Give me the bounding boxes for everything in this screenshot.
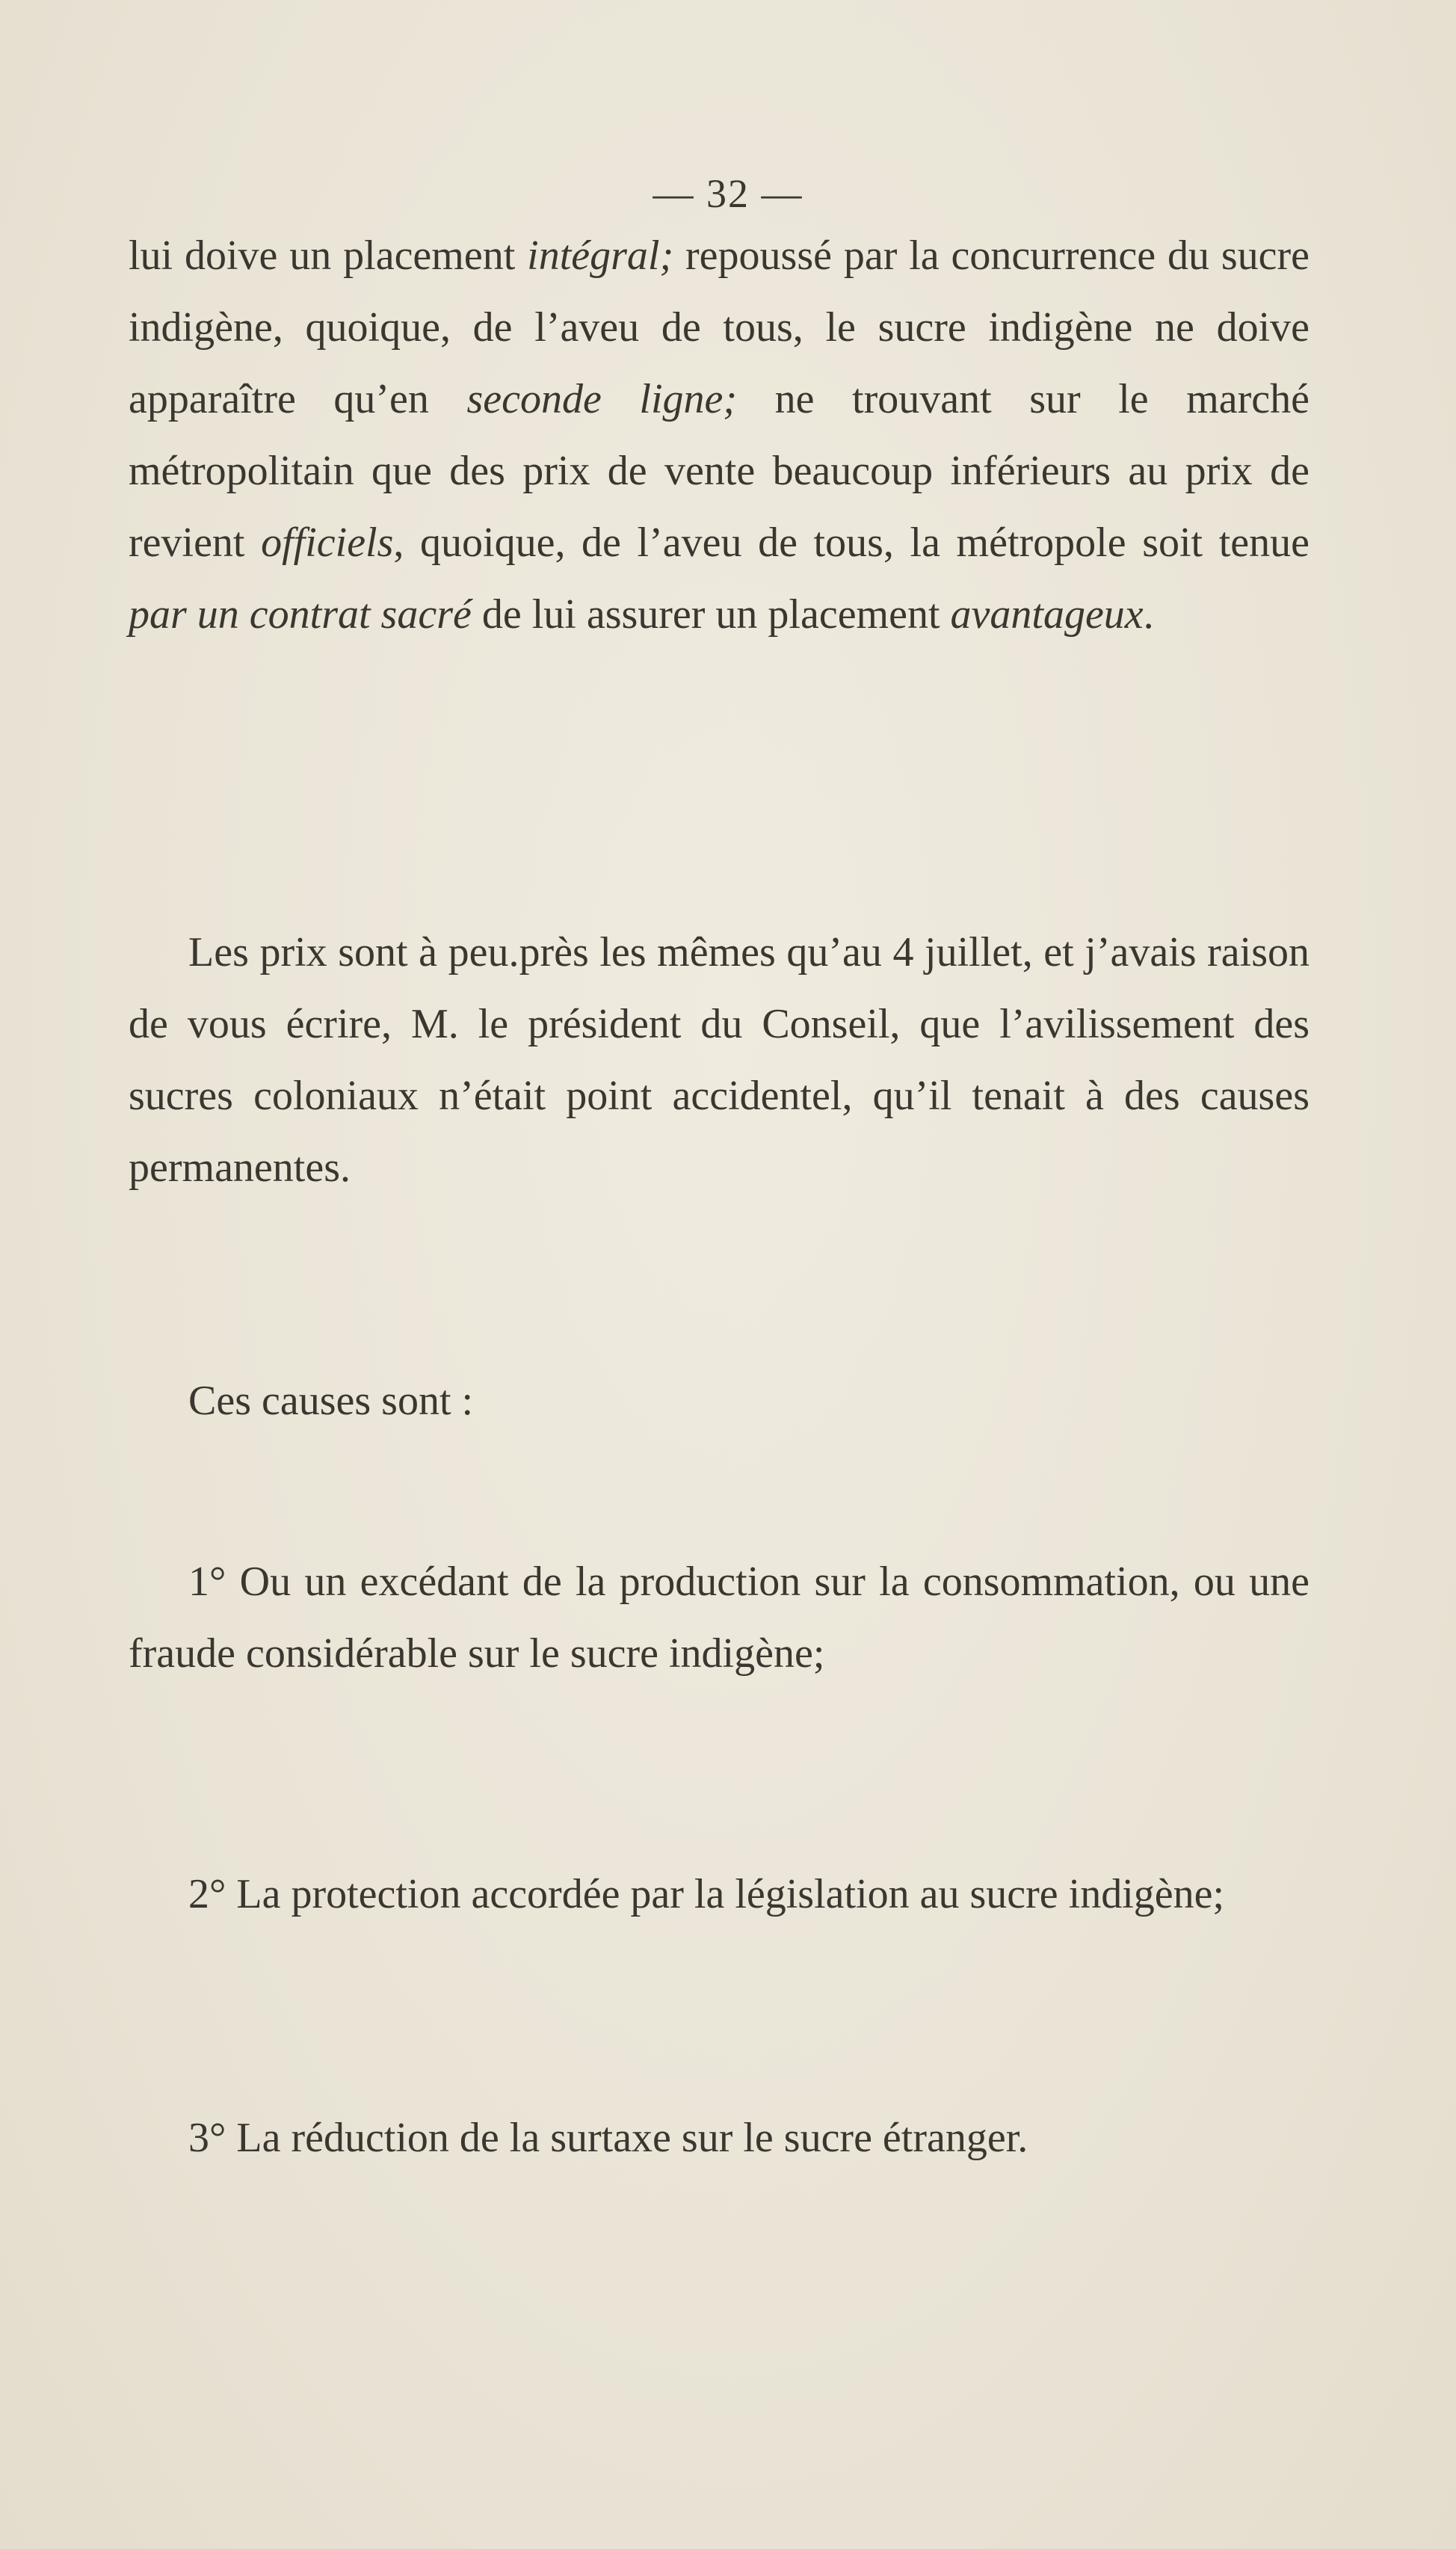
text-run: lui doive un placement <box>129 232 528 279</box>
text-run: de lui assurer un placement <box>471 591 951 638</box>
italic-run: avantageux <box>950 591 1144 638</box>
paragraph-1 <box>129 220 1310 650</box>
paragraph-3-text: Ces causes sont : <box>188 1378 474 1424</box>
text-run: . <box>1143 591 1154 638</box>
page-number: — 32 — <box>653 171 803 216</box>
list-item-1 <box>129 1546 1310 1689</box>
italic-run: par un contrat sacré <box>129 591 472 638</box>
paragraph-2-text: Les prix sont à peu.près les mêmes qu’au 4 juillet, et j’avais raison de vous écrire, M. le président du Conseil, que l’avilissement des sucres coloniaux n’était point accidentel, qu’il tenait à des causes permanentes. <box>129 929 1310 1191</box>
text-run: ne trouvant sur le marché métropolitain que des prix de vente beaucoup inférieurs au prix de revient <box>129 376 1310 566</box>
paragraph-3 <box>129 1365 1310 1437</box>
list-item-2-text: 2° La protection accordée par la législation au sucre indigène; <box>188 1871 1225 1917</box>
paragraph-2 <box>129 916 1310 1203</box>
italic-run: seconde ligne; <box>466 376 738 422</box>
list-item-3-text: 3° La réduction de la surtaxe sur le sucre étranger. <box>188 2115 1028 2161</box>
list-item-1-text: 1° Ou un excédant de la production sur la consommation, ou une fraude considérable sur le sucre indigène; <box>129 1559 1310 1677</box>
text-run: repoussé par la concurrence du sucre indigène, quoique, de l’aveu de tous, le sucre indigène ne doive apparaître qu’en <box>129 232 1310 422</box>
text-run: , quoique, de l’aveu de tous, la métropole soit tenue <box>393 520 1310 566</box>
list-item-2 <box>129 1858 1310 1930</box>
list-item-3 <box>129 2102 1310 2174</box>
italic-run: intégral; <box>527 232 674 279</box>
italic-run: officiels <box>261 520 394 566</box>
